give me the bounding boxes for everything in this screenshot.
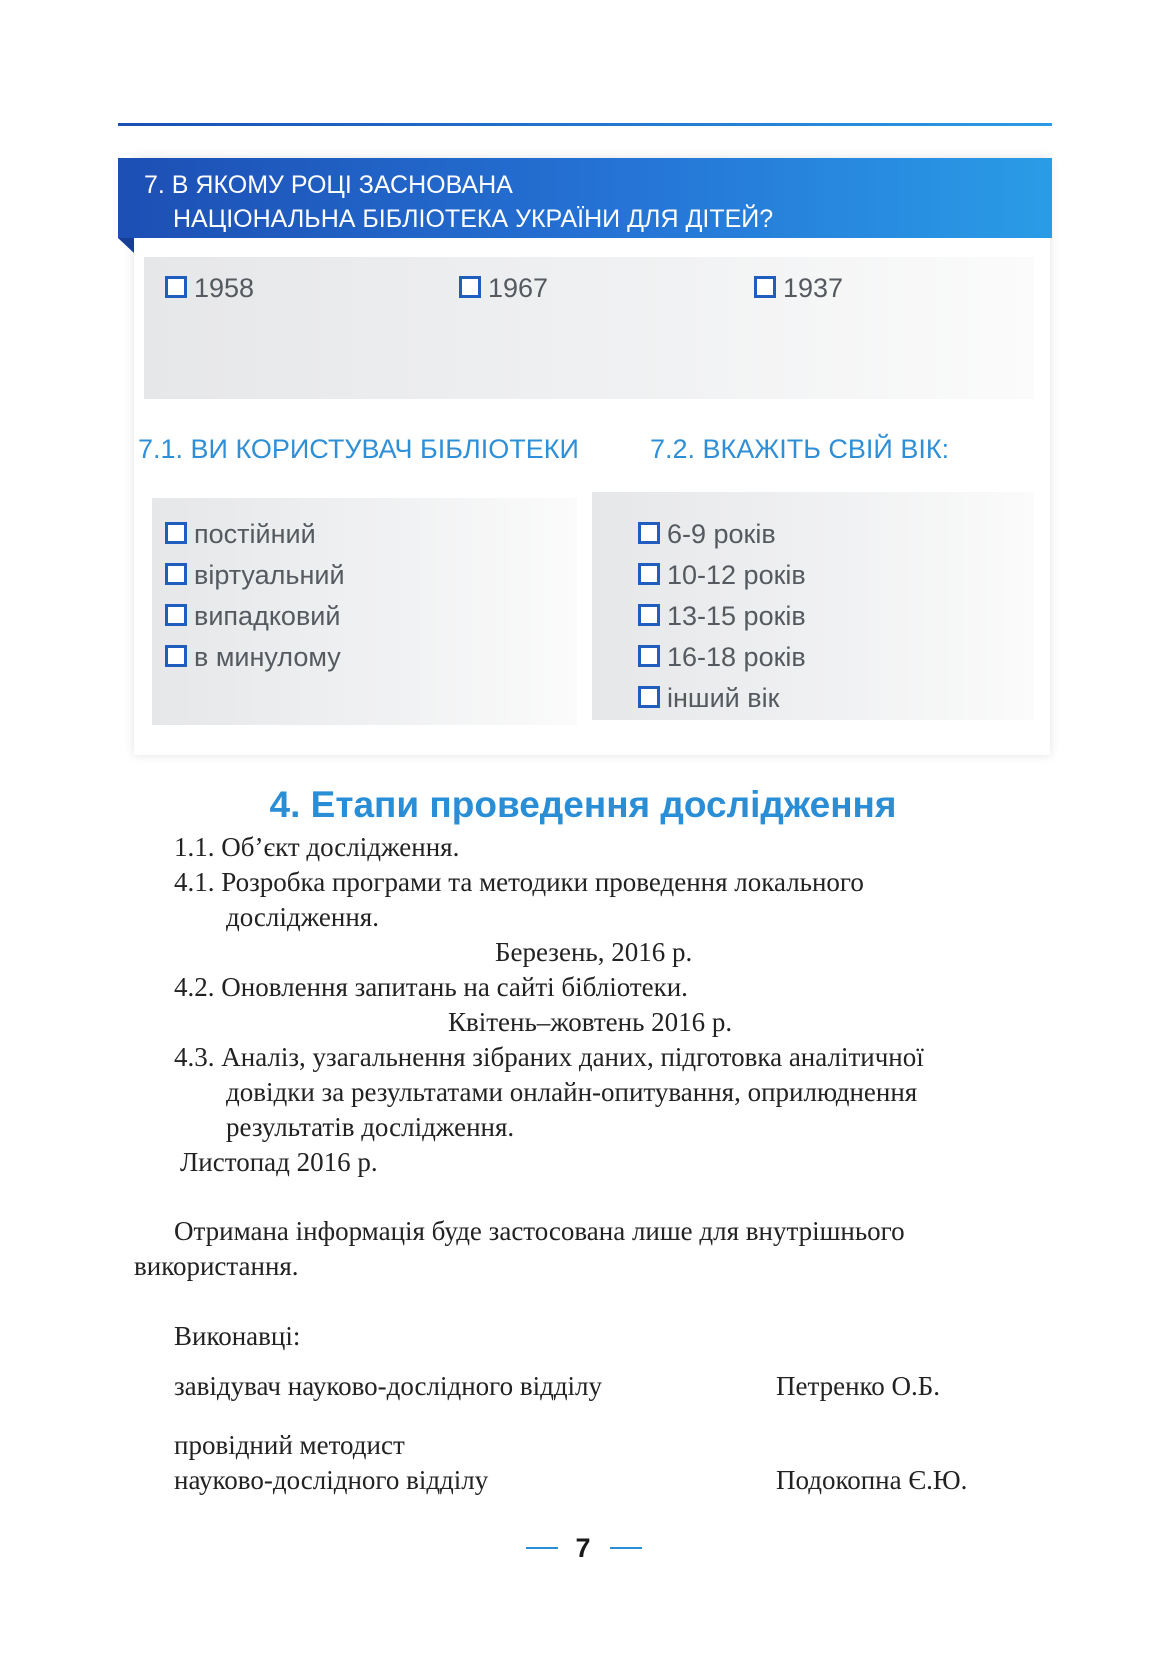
checkbox-icon[interactable]	[638, 686, 660, 708]
option-user-occasional[interactable]: випадковий	[165, 601, 340, 631]
checkbox-icon[interactable]	[165, 563, 187, 585]
checkbox-icon[interactable]	[165, 645, 187, 667]
question-title-line1: 7. В ЯКОМУ РОЦІ ЗАСНОВАНА	[144, 171, 513, 199]
stage-line-4-3: 4.3. Аналіз, узагальнення зібраних даних, підготовка аналітичної	[174, 1042, 924, 1072]
page-number: 7	[575, 1533, 591, 1563]
checkbox-icon[interactable]	[165, 276, 187, 298]
executors-label: Виконавці:	[174, 1321, 301, 1351]
stage-line-4-1-cont: дослідження.	[226, 902, 379, 932]
stage-line-4-2: 4.2. Оновлення запитань на сайті бібліотеки.	[174, 972, 688, 1002]
stage-line-object: 1.1. Об’єкт дослідження.	[174, 832, 460, 862]
stage-line-4-3-cont2: результатів дослідження.	[226, 1112, 515, 1142]
stage-line-4-1: 4.1. Розробка програми та методики проведення локального	[174, 867, 864, 897]
checkbox-icon[interactable]	[638, 604, 660, 626]
option-year-1958[interactable]: 1958	[165, 273, 254, 303]
option-year-1967[interactable]: 1967	[459, 273, 548, 303]
checkbox-icon[interactable]	[754, 276, 776, 298]
executor1-role: завідувач науково-дослідного відділу	[174, 1371, 603, 1401]
checkbox-icon[interactable]	[459, 276, 481, 298]
checkbox-icon[interactable]	[638, 522, 660, 544]
checkbox-icon[interactable]	[165, 604, 187, 626]
executor2-role-line1: провідний методист	[174, 1430, 405, 1460]
option-user-virtual[interactable]: віртуальний	[165, 560, 345, 590]
stage-date-november: Листопад 2016 р.	[180, 1147, 378, 1177]
question-title-line2: НАЦІОНАЛЬНА БІБЛІОТЕКА УКРАЇНИ ДЛЯ ДІТЕЙ?	[173, 205, 774, 233]
stage-date-march: Березень, 2016 р.	[495, 937, 693, 967]
option-year-1937[interactable]: 1937	[754, 273, 843, 303]
year-options-panel	[144, 257, 1034, 399]
age-heading: 7.2. ВКАЖІТЬ СВІЙ ВІК:	[650, 434, 950, 464]
option-user-past[interactable]: в минулому	[165, 642, 341, 672]
question-title	[144, 168, 773, 236]
header-rule	[118, 123, 1052, 126]
checkbox-icon[interactable]	[638, 563, 660, 585]
banner-fold	[118, 238, 134, 253]
page-number-dash-right	[610, 1547, 642, 1549]
checkbox-icon[interactable]	[165, 522, 187, 544]
executor2-role-line2: науково-дослідного відділу	[174, 1465, 489, 1495]
option-age-13-15[interactable]: 13-15 років	[638, 601, 806, 631]
option-user-permanent[interactable]: постійний	[165, 519, 316, 549]
stage-line-4-3-cont1: довідки за результатами онлайн-опитування, оприлюднення	[226, 1077, 918, 1107]
user-type-heading: 7.1. ВИ КОРИСТУВАЧ БІБЛІОТЕКИ	[138, 434, 579, 464]
executor1-name: Петренко О.Б.	[776, 1371, 941, 1401]
executor2-name: Подокопна Є.Ю.	[776, 1465, 968, 1495]
checkbox-icon[interactable]	[638, 645, 660, 667]
option-age-other[interactable]: інший вік	[638, 683, 779, 713]
usage-note-line1: Отримана інформація буде застосована лише для внутрішнього	[174, 1216, 905, 1246]
option-age-6-9[interactable]: 6-9 років	[638, 519, 776, 549]
option-age-10-12[interactable]: 10-12 років	[638, 560, 806, 590]
option-age-16-18[interactable]: 16-18 років	[638, 642, 806, 672]
stage-date-april-october: Квітень–жовтень 2016 р.	[448, 1007, 733, 1037]
section-title: 4. Етапи проведення дослідження	[269, 784, 897, 825]
usage-note-line2: використання.	[134, 1251, 299, 1281]
